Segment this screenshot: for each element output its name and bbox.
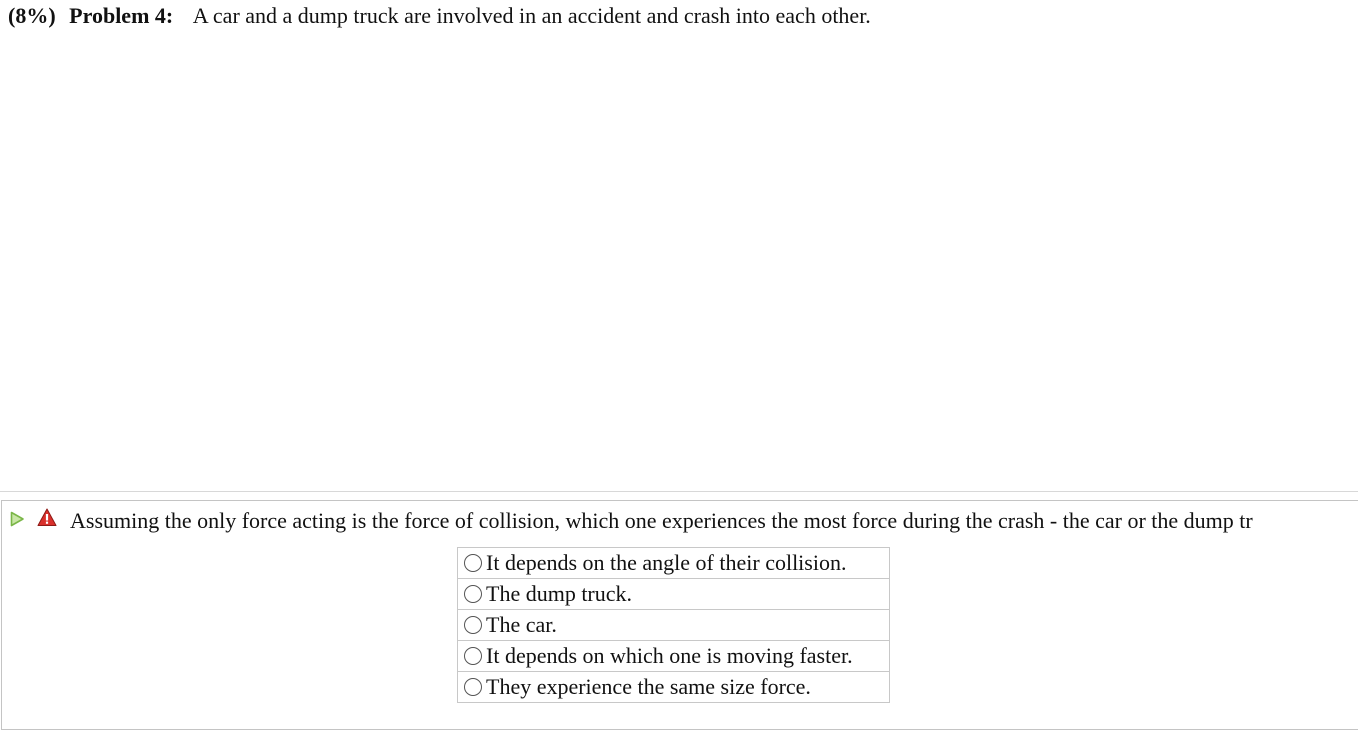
radio-button[interactable] xyxy=(464,647,482,665)
choice-row[interactable] xyxy=(458,548,890,579)
play-icon[interactable] xyxy=(9,511,25,527)
problem-weight: (8%) xyxy=(8,3,56,28)
choice-cell[interactable] xyxy=(458,672,890,703)
warning-icon xyxy=(37,508,57,527)
radio-button[interactable] xyxy=(464,678,482,696)
answer-choices xyxy=(457,547,890,703)
problem-header xyxy=(8,3,871,29)
question-text: Assuming the only force acting is the force of collision, which one experiences the most force during the crash - the car or the dump tr xyxy=(70,508,1253,533)
radio-button[interactable] xyxy=(464,616,482,634)
choice-label[interactable]: It depends on which one is moving faster. xyxy=(486,643,853,668)
choice-label[interactable]: The dump truck. xyxy=(486,581,633,606)
choice-label[interactable]: It depends on the angle of their collision. xyxy=(486,550,847,575)
choice-row[interactable] xyxy=(458,579,890,610)
choice-cell[interactable] xyxy=(458,610,890,641)
choice-row[interactable] xyxy=(458,641,890,672)
choice-cell[interactable] xyxy=(458,548,890,579)
choice-row[interactable] xyxy=(458,672,890,703)
choice-cell[interactable] xyxy=(458,579,890,610)
choice-label[interactable]: The car. xyxy=(486,612,557,637)
radio-button[interactable] xyxy=(464,585,482,603)
choice-cell[interactable] xyxy=(458,641,890,672)
radio-button[interactable] xyxy=(464,554,482,572)
problem-statement: A car and a dump truck are involved in an accident and crash into each other. xyxy=(192,3,871,28)
problem-label: Problem 4: xyxy=(69,3,174,28)
section-divider xyxy=(0,491,1358,492)
choice-row[interactable] xyxy=(458,610,890,641)
choice-label[interactable]: They experience the same size force. xyxy=(486,674,811,699)
